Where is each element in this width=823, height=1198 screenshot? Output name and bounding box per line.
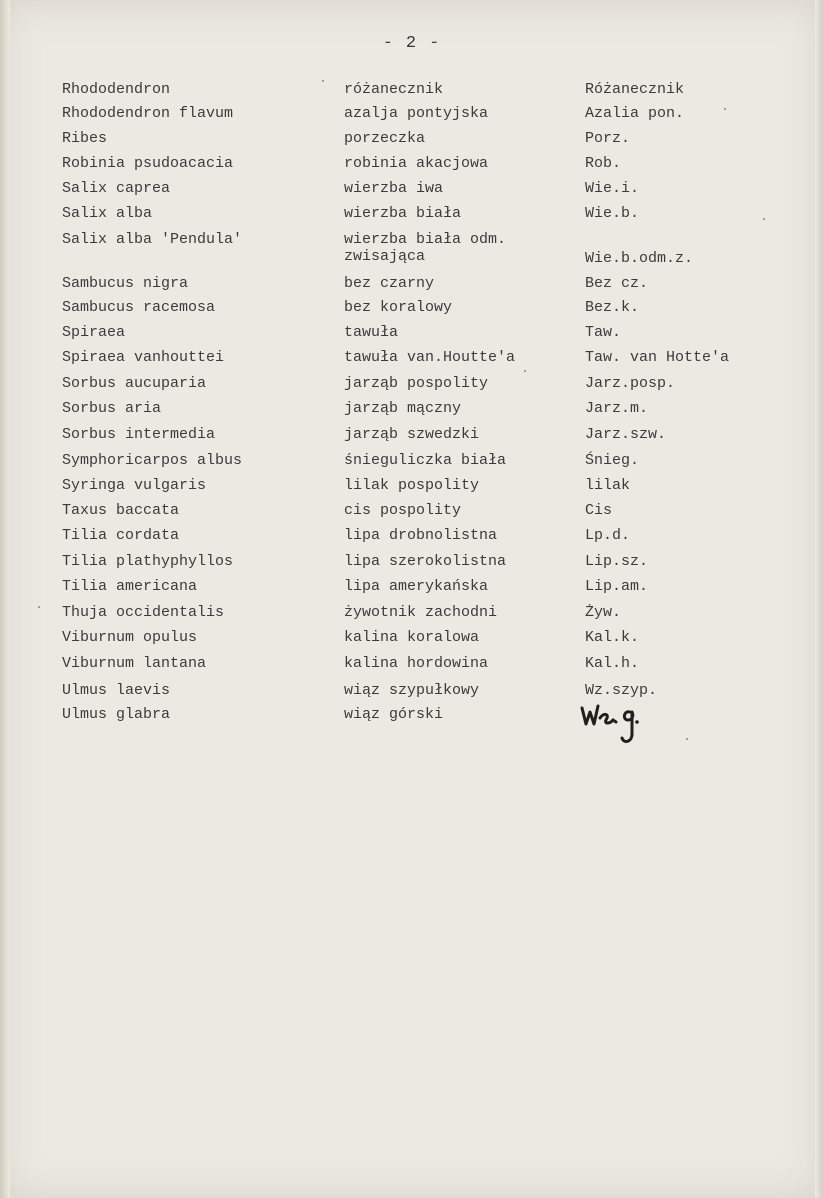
paper-speck — [686, 738, 688, 740]
latin-name: Tilia cordata — [62, 527, 180, 544]
abbreviation: lilak — [585, 477, 631, 494]
polish-name: lipa szerokolistna — [344, 553, 507, 570]
latin-name: Sorbus aria — [62, 400, 162, 417]
table-row — [0, 682, 823, 704]
table-row — [0, 578, 823, 600]
latin-name: Robinia psudoacacia — [62, 155, 234, 172]
latin-name: Ribes — [62, 130, 108, 147]
latin-name: Sambucus nigra — [62, 275, 189, 292]
abbreviation: Jarz.szw. — [585, 426, 667, 443]
polish-name: kalina koralowa — [344, 629, 480, 646]
abbreviation: Jarz.m. — [585, 400, 649, 417]
latin-name: Taxus baccata — [62, 502, 180, 519]
abbreviation: Śnieg. — [585, 452, 640, 469]
table-row — [0, 477, 823, 499]
table-row — [0, 105, 823, 127]
table-row — [0, 231, 823, 271]
table-row — [0, 275, 823, 297]
polish-name: tawuła — [344, 324, 399, 341]
latin-name: Tilia americana — [62, 578, 198, 595]
latin-name: Ulmus glabra — [62, 706, 171, 723]
abbreviation: Rob. — [585, 155, 622, 172]
page-number-dash-left: - — [382, 34, 394, 53]
paper-speck — [38, 606, 40, 608]
polish-name: jarząb mączny — [344, 400, 462, 417]
table-row — [0, 426, 823, 448]
table-row — [0, 604, 823, 626]
abbreviation: Jarz.posp. — [585, 375, 676, 392]
page-number — [0, 34, 823, 53]
latin-name: Sorbus aucuparia — [62, 375, 207, 392]
latin-name: Sorbus intermedia — [62, 426, 216, 443]
paper-speck — [524, 370, 526, 372]
polish-name: wiąz górski — [344, 706, 444, 723]
abbreviation: Bez.k. — [585, 299, 640, 316]
table-row — [0, 349, 823, 371]
abbreviation: Żyw. — [585, 604, 622, 621]
table-row — [0, 205, 823, 227]
polish-name: lipa drobnolistna — [344, 527, 498, 544]
table-row — [0, 130, 823, 152]
table-row — [0, 324, 823, 346]
polish-name-continued: zwisająca — [344, 248, 426, 265]
table-row — [0, 299, 823, 321]
latin-name: Salix alba — [62, 205, 153, 222]
table-row — [0, 180, 823, 202]
polish-name: cis pospolity — [344, 502, 462, 519]
polish-name: różanecznik — [344, 81, 444, 98]
table-row — [0, 375, 823, 397]
abbreviation: Lp.d. — [585, 527, 631, 544]
latin-name: Viburnum opulus — [62, 629, 198, 646]
polish-name: porzeczka — [344, 130, 426, 147]
polish-name: wiąz szypułkowy — [344, 682, 480, 699]
table-row — [0, 502, 823, 524]
polish-name: robinia akacjowa — [344, 155, 489, 172]
polish-name: wierzba biała odm. — [344, 231, 507, 248]
polish-name: kalina hordowina — [344, 655, 489, 672]
latin-name: Tilia plathyphyllos — [62, 553, 234, 570]
paper-speck — [763, 218, 765, 220]
polish-name: wierzba biała — [344, 205, 462, 222]
polish-name: wierzba iwa — [344, 180, 444, 197]
abbreviation: Wie.b.odm.z. — [585, 250, 694, 267]
table-row — [0, 553, 823, 575]
table-row — [0, 629, 823, 651]
abbreviation: Cis — [585, 502, 613, 519]
polish-name: azalja pontyjska — [344, 105, 489, 122]
paper-speck — [724, 108, 726, 110]
polish-name: jarząb pospolity — [344, 375, 489, 392]
latin-name: Spiraea vanhouttei — [62, 349, 225, 366]
latin-name: Viburnum lantana — [62, 655, 207, 672]
latin-name: Rhododendron — [62, 81, 171, 98]
latin-name: Sambucus racemosa — [62, 299, 216, 316]
polish-name: śnieguliczka biała — [344, 452, 507, 469]
paper-speck — [322, 80, 324, 82]
table-row — [0, 155, 823, 177]
table-row — [0, 527, 823, 549]
abbreviation: Wie.b. — [585, 205, 640, 222]
polish-name: żywotnik zachodni — [344, 604, 498, 621]
latin-name: Thuja occidentalis — [62, 604, 225, 621]
abbreviation: Kal.k. — [585, 629, 640, 646]
latin-name: Rhododendron flavum — [62, 105, 234, 122]
polish-name: tawuła van.Houtte'a — [344, 349, 516, 366]
abbreviation: Wz.szyp. — [585, 682, 658, 699]
abbreviation: Taw. van Hotte'a — [585, 349, 730, 366]
table-row — [0, 655, 823, 677]
page-number-dash-right: - — [429, 34, 441, 53]
latin-name: Symphoricarpos albus — [62, 452, 243, 469]
abbreviation: Porz. — [585, 130, 631, 147]
abbreviation: Różanecznik — [585, 81, 685, 98]
latin-name: Spiraea — [62, 324, 126, 341]
abbreviation: Kal.h. — [585, 655, 640, 672]
table-row — [0, 81, 823, 103]
polish-name: bez czarny — [344, 275, 435, 292]
table-row — [0, 400, 823, 422]
abbreviation: Lip.sz. — [585, 553, 649, 570]
latin-name: Salix caprea — [62, 180, 171, 197]
handwritten-abbreviation — [580, 700, 650, 750]
abbreviation: Wie.i. — [585, 180, 640, 197]
polish-name: bez koralowy — [344, 299, 453, 316]
table-row — [0, 452, 823, 474]
table-row — [0, 706, 823, 728]
latin-name: Ulmus laevis — [62, 682, 171, 699]
polish-name: lilak pospolity — [344, 477, 480, 494]
polish-name: lipa amerykańska — [344, 578, 489, 595]
page-number-value: 2 — [405, 34, 418, 53]
polish-name: jarząb szwedzki — [344, 426, 480, 443]
latin-name: Syringa vulgaris — [62, 477, 207, 494]
abbreviation: Bez cz. — [585, 275, 649, 292]
abbreviation: Taw. — [585, 324, 622, 341]
abbreviation: Azalia pon. — [585, 105, 685, 122]
abbreviation: Lip.am. — [585, 578, 649, 595]
latin-name: Salix alba 'Pendula' — [62, 231, 243, 248]
